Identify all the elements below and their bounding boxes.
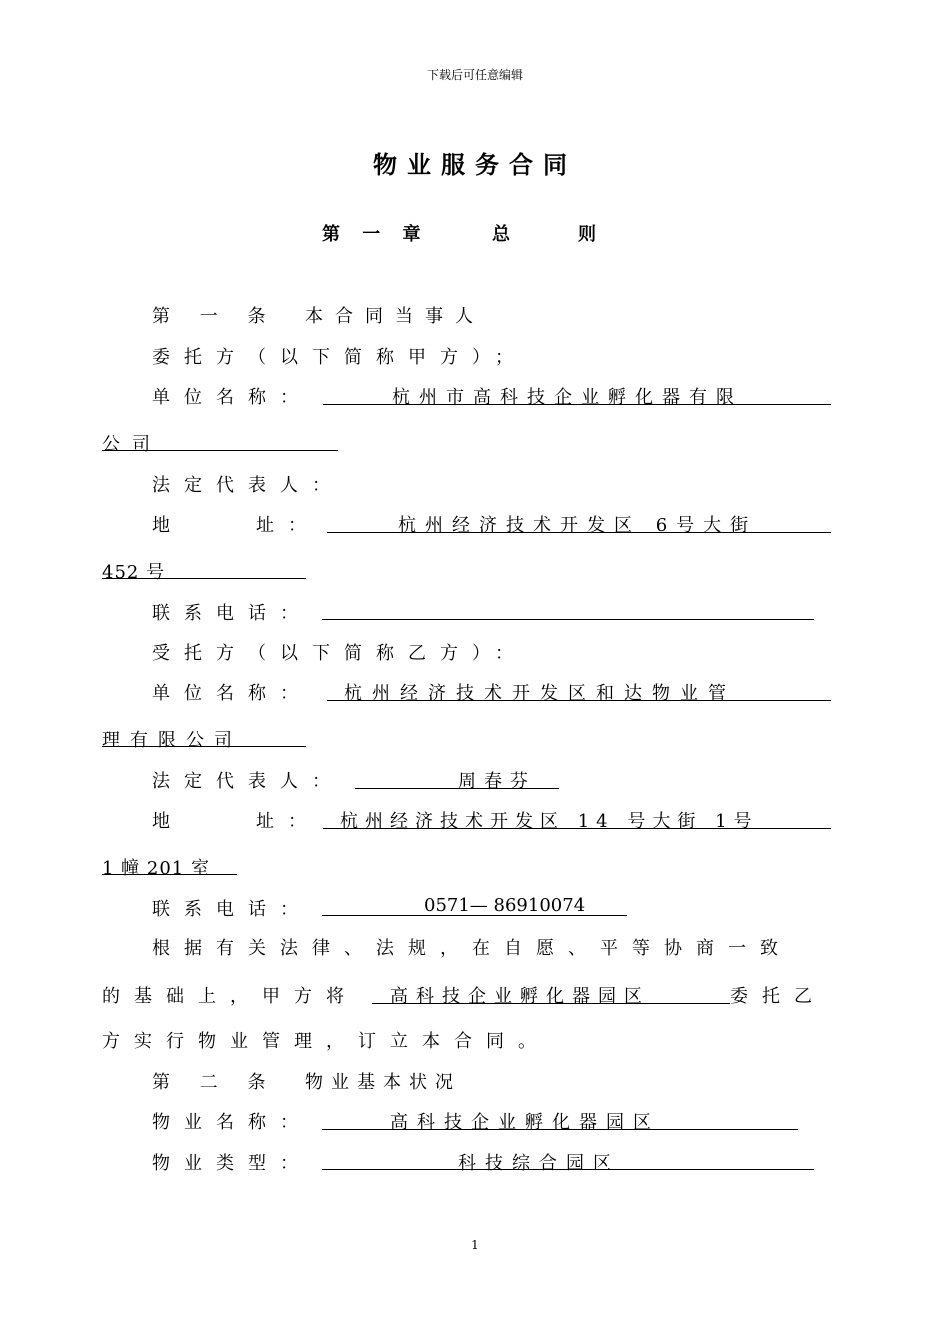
document-title: 物业服务合同	[373, 150, 577, 179]
party-b-heading: 受托方（以下简称乙方）：	[152, 643, 527, 664]
page-number: 1	[471, 1238, 479, 1252]
party-b-phone-value: 0571— 86910074	[424, 895, 586, 916]
party-a-heading: 委托方（以下简称甲方）；	[152, 347, 527, 368]
party-b-rep-label: 法定代表人：	[152, 771, 344, 792]
party-b-unit-value-1: 杭州经济技术开发区和达物业管	[344, 683, 736, 704]
party-b-addr-label-b: 址：	[256, 811, 320, 832]
party-b-addr-value-1: 杭州经济技术开发区 14 号大街 1号	[340, 811, 759, 832]
article-2-label: 第 二 条	[152, 1072, 278, 1093]
chapter-name-part-1: 总	[492, 224, 510, 245]
basis-line-3: 方实行物业管理，订立本合同。	[102, 1031, 550, 1052]
property-type-value: 科技综合园区	[458, 1153, 620, 1174]
party-b-rep-value: 周春芬	[458, 771, 536, 792]
chapter-number: 第 一 章	[322, 224, 429, 245]
article-1-label: 第 一 条	[152, 306, 278, 327]
party-a-rep-label: 法定代表人：	[152, 475, 344, 496]
party-a-unit-label: 单位名称：	[152, 387, 312, 408]
party-b-addr-label-a: 地	[152, 811, 182, 832]
basis-line-1: 根据有关法律、法规，在自愿、平等协商一致	[152, 938, 792, 959]
party-a-phone-blank	[322, 619, 814, 620]
party-b-addr-value-2: 1 幢 201 室	[102, 858, 210, 879]
party-a-addr-value-2: 452 号	[102, 562, 166, 583]
property-type-label: 物业类型：	[152, 1153, 312, 1174]
party-b-unit-label: 单位名称：	[152, 683, 312, 704]
party-a-unit-value-1: 杭州市高科技企业孵化器有限	[392, 387, 743, 408]
party-b-phone-label: 联系电话：	[152, 899, 312, 920]
party-b-unit-value-2: 理有限公司	[102, 730, 242, 751]
header-note: 下载后可任意编辑	[426, 68, 523, 82]
chapter-name-part-2: 则	[578, 224, 596, 245]
party-a-addr-label-a: 地	[152, 515, 182, 536]
basis-line-2a: 的基础上，甲方将	[102, 986, 358, 1007]
article-1-title: 本合同当事人	[305, 306, 485, 327]
basis-line-2-property: 高科技企业孵化器园区	[390, 986, 650, 1007]
property-name-value: 高科技企业孵化器园区	[390, 1112, 660, 1133]
party-a-unit-value-2: 公司	[102, 434, 162, 455]
basis-line-2b: 委托乙	[730, 986, 826, 1007]
party-a-addr-value-1: 杭州经济技术开发区 6号大街	[398, 515, 758, 536]
party-a-phone-label: 联系电话：	[152, 603, 312, 624]
article-2-title: 物业基本状况	[305, 1072, 461, 1093]
party-a-addr-label-b: 址：	[256, 515, 320, 536]
property-name-label: 物业名称：	[152, 1112, 312, 1133]
